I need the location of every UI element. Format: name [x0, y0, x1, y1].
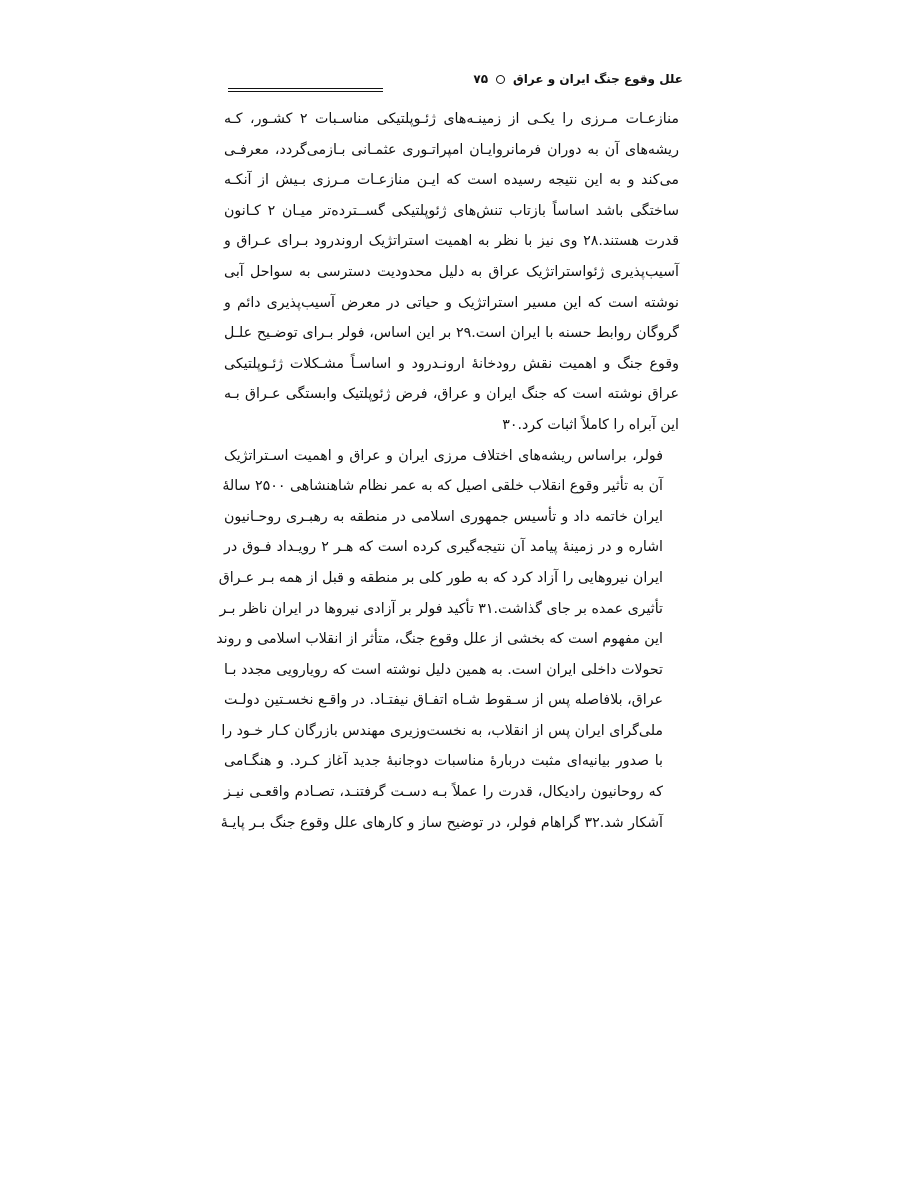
running-header	[228, 68, 683, 90]
text-line: آن به تأثیر وقوع انقلاب خلقی اصیل که به عمر نظام شاهنشاهی ۲۵۰۰ سالهٔ	[222, 478, 663, 495]
text-line: ریشه‌های آن به دوران فرمانروایـان امپراتـوری عثمـانی بـازمی‌گردد، معرفـی	[224, 141, 679, 158]
text-line: نوشته است که این مسیر استراتژیک و حیاتی در معرض آسیب‌پذیری دائم و	[224, 294, 679, 311]
text-line: ایران خاتمه داد و تأسیس جمهوری اسلامی در منطقه به رهبـری روحـانیون	[224, 508, 663, 525]
text-line: فولر، براساس ریشه‌های اختلاف مرزی ایران و عراق و اهمیت اسـتراتژیک	[224, 447, 663, 464]
text-line: ایران نیروهایی را آزاد کرد که به طور کلی بر منطقه و قبل از همه بـر عـراق	[218, 569, 663, 586]
paragraph-1	[224, 104, 679, 441]
text-line: منازعـات مـرزی را یکـی از زمینـه‌های ژئـوپلتیکی مناسـبات ۲ کشـور، کـه	[224, 111, 679, 127]
body-text	[216, 104, 680, 838]
paragraph-2	[216, 441, 679, 839]
text-line: با صدور بیانیه‌ای مثبت دربارهٔ مناسبات دوجانبهٔ جدید آغاز کـرد. و هنگـامی	[224, 753, 663, 770]
text-line: که روحانیون رادیکال، قدرت را عملاً بـه دسـت گرفتنـد، تصـادم واقعـی نیـز	[224, 784, 663, 801]
separator-circle-icon	[496, 75, 505, 84]
text-line: ملی‌گرای ایران پس از انقلاب، به نخست‌وزیری مهندس بازرگان کـار خـود را	[221, 722, 663, 739]
text-line: این مفهوم است که بخشی از علل وقوع جنگ، متأثر از انقلاب اسلامی و روند	[216, 631, 663, 648]
chapter-title: علل وقوع جنگ ایران و عراق	[513, 72, 683, 86]
text-line: آشکار شد.۳۲ گراهام فولر، در توضیح ساز و کارهای علل وقوع جنگ بـر پایـهٔ	[220, 814, 663, 831]
header-rule	[228, 88, 383, 89]
text-line: عراق، بلافاصله پس از سـقوط شـاه اتفـاق نیفتـاد. در واقـع نخسـتین دولـت	[224, 692, 663, 709]
text-line: تحولات داخلی ایران است. به همین دلیل نوشته است که رویارویی مجدد بـا	[224, 661, 663, 678]
text-line: این آبراه را کاملاً اثبات کرد.۳۰	[502, 416, 679, 433]
text-line: وقوع جنگ و اهمیت نقش رودخانهٔ ارونـدرود و اساسـاً مشـکلات ژئـوپلتیکی	[224, 355, 679, 372]
text-line: گروگان روابط حسنه با ایران است.۲۹ بر این اساس، فولر بـرای توضـیح علـل	[224, 325, 680, 342]
text-line: تأثیری عمده بر جای گذاشت.۳۱ تأکید فولر بر آزادی نیروها در ایران ناظر بـر	[219, 600, 663, 617]
page-number: ۷۵	[473, 72, 489, 86]
text-line: اشاره و در زمینهٔ پیامد آن نتیجه‌گیری کرده است که هـر ۲ رویـداد فـوق در	[224, 539, 663, 556]
text-line: قدرت هستند.۲۸ وی نیز با نظر به اهمیت استراتژیک اروندرود بـرای عـراق و	[224, 233, 680, 250]
text-line: عراق نوشته است که جنگ ایران و عراق، فرض ژئوپلتیک وابستگی عـراق بـه	[224, 386, 679, 403]
text-line: آسیب‌پذیری ژئواستراتژیک عراق به دلیل محدودیت دسترسی به سواحل آبی	[224, 263, 679, 280]
text-line: ساختگی باشد اساساً بازتاب تنش‌های ژئوپلتیکی گســترده‌تر میـان ۲ کـانون	[224, 202, 679, 219]
header-rule-secondary	[228, 91, 383, 92]
text-line: می‌کند و به این نتیجه رسیده است که ایـن منازعـات مـرزی بـیش از آنکـه	[224, 172, 679, 189]
